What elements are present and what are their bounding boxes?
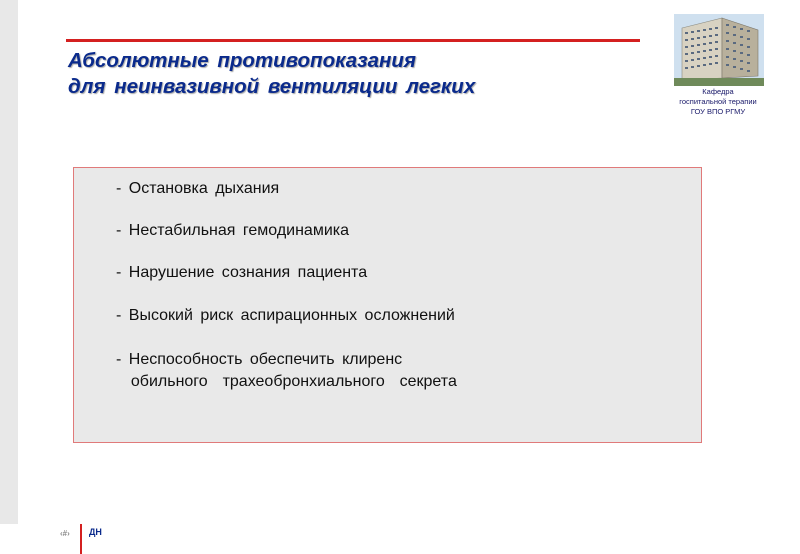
slide-title-line-2: для неинвазивной вентиляции легких bbox=[68, 75, 476, 98]
department-logo bbox=[662, 14, 774, 118]
list-item bbox=[116, 349, 457, 393]
title-top-rule bbox=[66, 39, 640, 42]
slide-number: ‹#› bbox=[60, 529, 70, 538]
hospital-building-icon bbox=[674, 14, 764, 86]
list-item bbox=[116, 305, 455, 327]
footer-divider bbox=[80, 524, 82, 554]
footer-label: ДН bbox=[89, 527, 102, 537]
contraindications-box bbox=[73, 167, 702, 443]
list-item-text: - Остановка дыхания bbox=[116, 180, 280, 197]
list-item bbox=[116, 220, 349, 242]
slide-title bbox=[68, 48, 475, 100]
logo-caption bbox=[662, 87, 774, 117]
logo-caption-line-1: Кафедра bbox=[702, 87, 734, 96]
list-item bbox=[116, 262, 367, 284]
list-item-text: - Неспособность обеспечить клиренс bbox=[116, 351, 403, 368]
left-sidebar-strip bbox=[0, 0, 18, 524]
list-item bbox=[116, 178, 279, 200]
list-item-text: - Высокий риск аспирационных осложнений bbox=[116, 307, 455, 324]
slide-title-line-1: Абсолютные противопоказания bbox=[68, 49, 416, 72]
logo-caption-line-2: госпитальной терапии bbox=[679, 97, 757, 106]
list-item-text-continued: обильного трахеобронхиального секрета bbox=[116, 373, 457, 390]
logo-caption-line-3: ГОУ ВПО РГМУ bbox=[690, 107, 746, 116]
list-item-text: - Нестабильная гемодинамика bbox=[116, 222, 350, 239]
list-item-text: - Нарушение сознания пациента bbox=[116, 264, 368, 281]
